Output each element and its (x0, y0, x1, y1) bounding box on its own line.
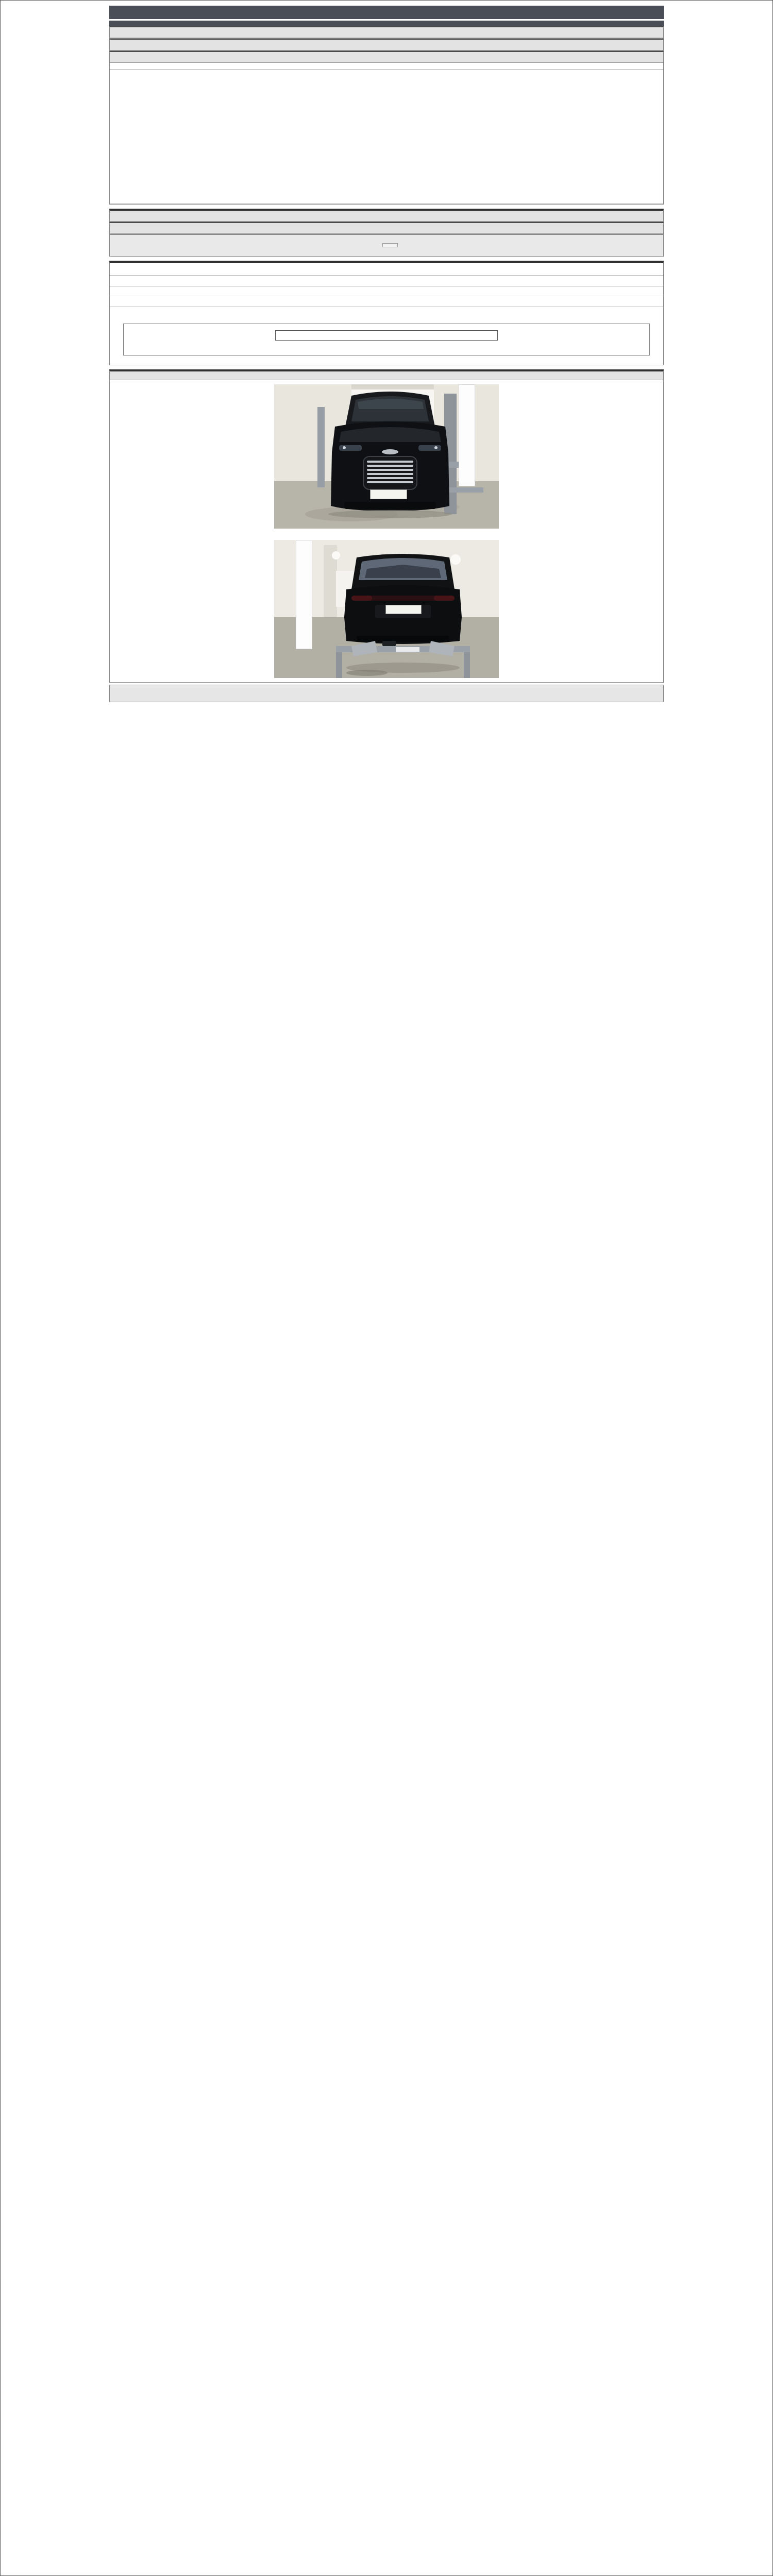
misc-info-header (110, 223, 663, 234)
inspection-photos-section (109, 369, 664, 683)
inspection-photo-front (274, 384, 499, 529)
notice-title (110, 263, 663, 275)
final-price-amount (382, 243, 398, 247)
basic-info-header (110, 27, 663, 38)
accident-history-section (109, 51, 664, 205)
detail-status-section (109, 209, 664, 222)
notice-section2-title (110, 296, 663, 307)
notice-section1-title (110, 275, 663, 286)
banner-rear (296, 540, 312, 649)
detail-status-header (110, 211, 663, 222)
overall-status-header (110, 40, 663, 50)
basic-info-section (109, 26, 664, 39)
final-price-box (109, 234, 664, 257)
page-marker-3 (109, 258, 664, 260)
car-diagram-wrap (110, 70, 663, 204)
accident-history-header (110, 52, 663, 63)
notice-list-2 (110, 307, 663, 316)
misc-info-section (109, 222, 664, 234)
license-plate-rear (385, 605, 422, 614)
document-title (109, 11, 664, 14)
price-survey-definition-box (123, 324, 650, 355)
status-symbol-legend (110, 63, 663, 70)
notice-list-1 (110, 286, 663, 296)
price-survey-definition-title (275, 330, 498, 341)
inspection-photo-rear (274, 540, 499, 678)
document-number (109, 19, 664, 26)
car-diagram (110, 70, 663, 201)
page-marker-2 (109, 206, 664, 208)
signature-box (109, 685, 664, 702)
confirmation-lines (109, 702, 664, 707)
photos-header (110, 371, 663, 380)
page-marker-4 (109, 366, 664, 368)
banner-front (459, 384, 475, 486)
overall-status-section (109, 39, 664, 51)
notice-section (109, 261, 664, 365)
header-stripe (109, 3, 664, 6)
license-plate-front (370, 489, 407, 499)
document-header (109, 3, 664, 26)
